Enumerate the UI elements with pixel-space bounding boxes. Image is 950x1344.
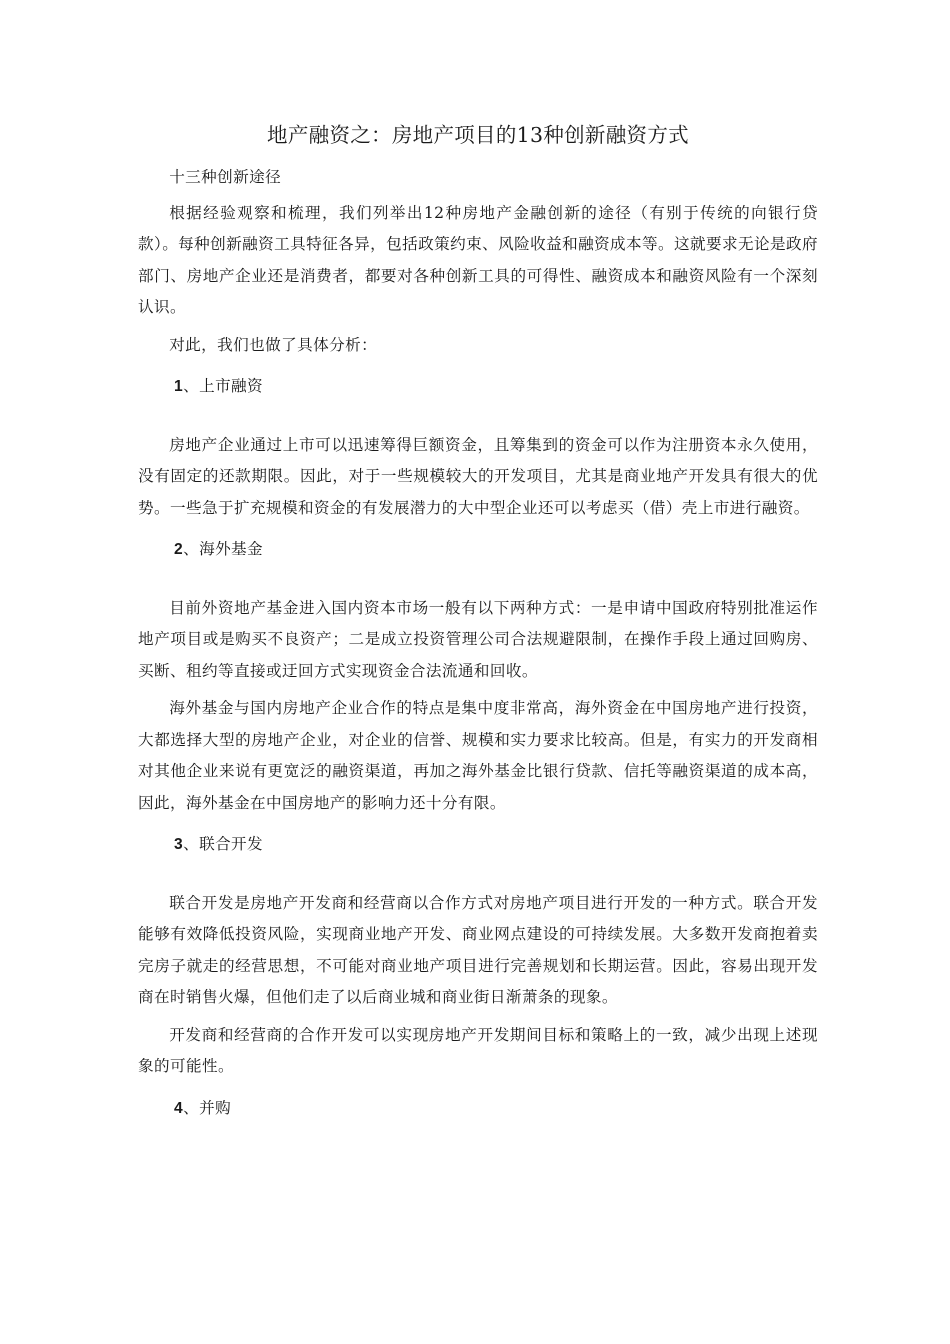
section-paragraph: 开发商和经营商的合作开发可以实现房地产开发期间目标和策略上的一致，减少出现上述现象的可能性。	[138, 1025, 818, 1075]
section-heading-overseas-fund	[138, 534, 818, 566]
section-title: 、联合开发	[183, 835, 264, 853]
section-number: 4	[174, 1099, 184, 1117]
section-paragraph: 房地产企业通过上市可以迅速筹得巨额资金，且筹集到的资金可以作为注册资本永久使用，没有固定的还款期限。因此，对于一些规模较大的开发项目，尤其是商业地产开发具有很大的优势。一些急于扩充规模和资金的有发展潜力的大中型企业还可以考虑买（借）壳上市进行融资。	[138, 435, 818, 517]
section-heading-joint-development	[138, 829, 818, 861]
section-number: 3	[174, 836, 184, 853]
intro-paragraph: 对此，我们也做了具体分析：	[169, 335, 378, 354]
section-paragraph: 海外基金与国内房地产企业合作的特点是集中度非常高，海外资金在中国房地产进行投资，大都选择大型的房地产企业，对企业的信誉、规模和实力要求比较高。但是，有实力的开发商相对其他企业来说有更宽泛的融资渠道，再加之海外基金比银行贷款、信托等融资渠道的成本高，因此，海外基金在中国房地产的影响力还十分有限。	[138, 699, 818, 812]
intro-paragraph: 根据经验观察和梳理，我们列举出12种房地产金融创新的途径（有别于传统的向银行贷款）。每种创新融资工具特征各异，包括政策约束、风险收益和融资成本等。这就要求无论是政府部门、房地产企业还是消费者，都要对各种创新工具的可得性、融资成本和融资风险有一个深刻认识。	[138, 203, 818, 316]
section-title: 、上市融资	[183, 377, 264, 395]
section-paragraph: 目前外资地产基金进入国内资本市场一般有以下两种方式：一是申请中国政府特别批准运作地产项目或是购买不良资产；二是成立投资管理公司合法规避限制，在操作手段上通过回购房、买断、租约等直接或迂回方式实现资金合法流通和回收。	[138, 598, 818, 680]
section-number: 2	[174, 541, 184, 558]
intro-heading: 十三种创新途径	[169, 168, 282, 186]
document-title: 地产融资之：房地产项目的13种创新融资方式	[267, 123, 689, 147]
document-body	[138, 118, 818, 1151]
section-title: 、海外基金	[183, 540, 264, 558]
section-heading-merger	[138, 1093, 818, 1125]
section-number: 1	[174, 378, 184, 395]
section-paragraph: 联合开发是房地产开发商和经营商以合作方式对房地产项目进行开发的一种方式。联合开发能够有效降低投资风险，实现商业地产开发、商业网点建设的可持续发展。大多数开发商抱着卖完房子就走的经营思想，不可能对商业地产项目进行完善规划和长期运营。因此，容易出现开发商在时销售火爆，但他们走了以后商业城和商业街日渐萧条的现象。	[138, 893, 818, 1006]
section-title: 、并购	[183, 1098, 232, 1117]
section-heading-listing	[138, 371, 818, 403]
